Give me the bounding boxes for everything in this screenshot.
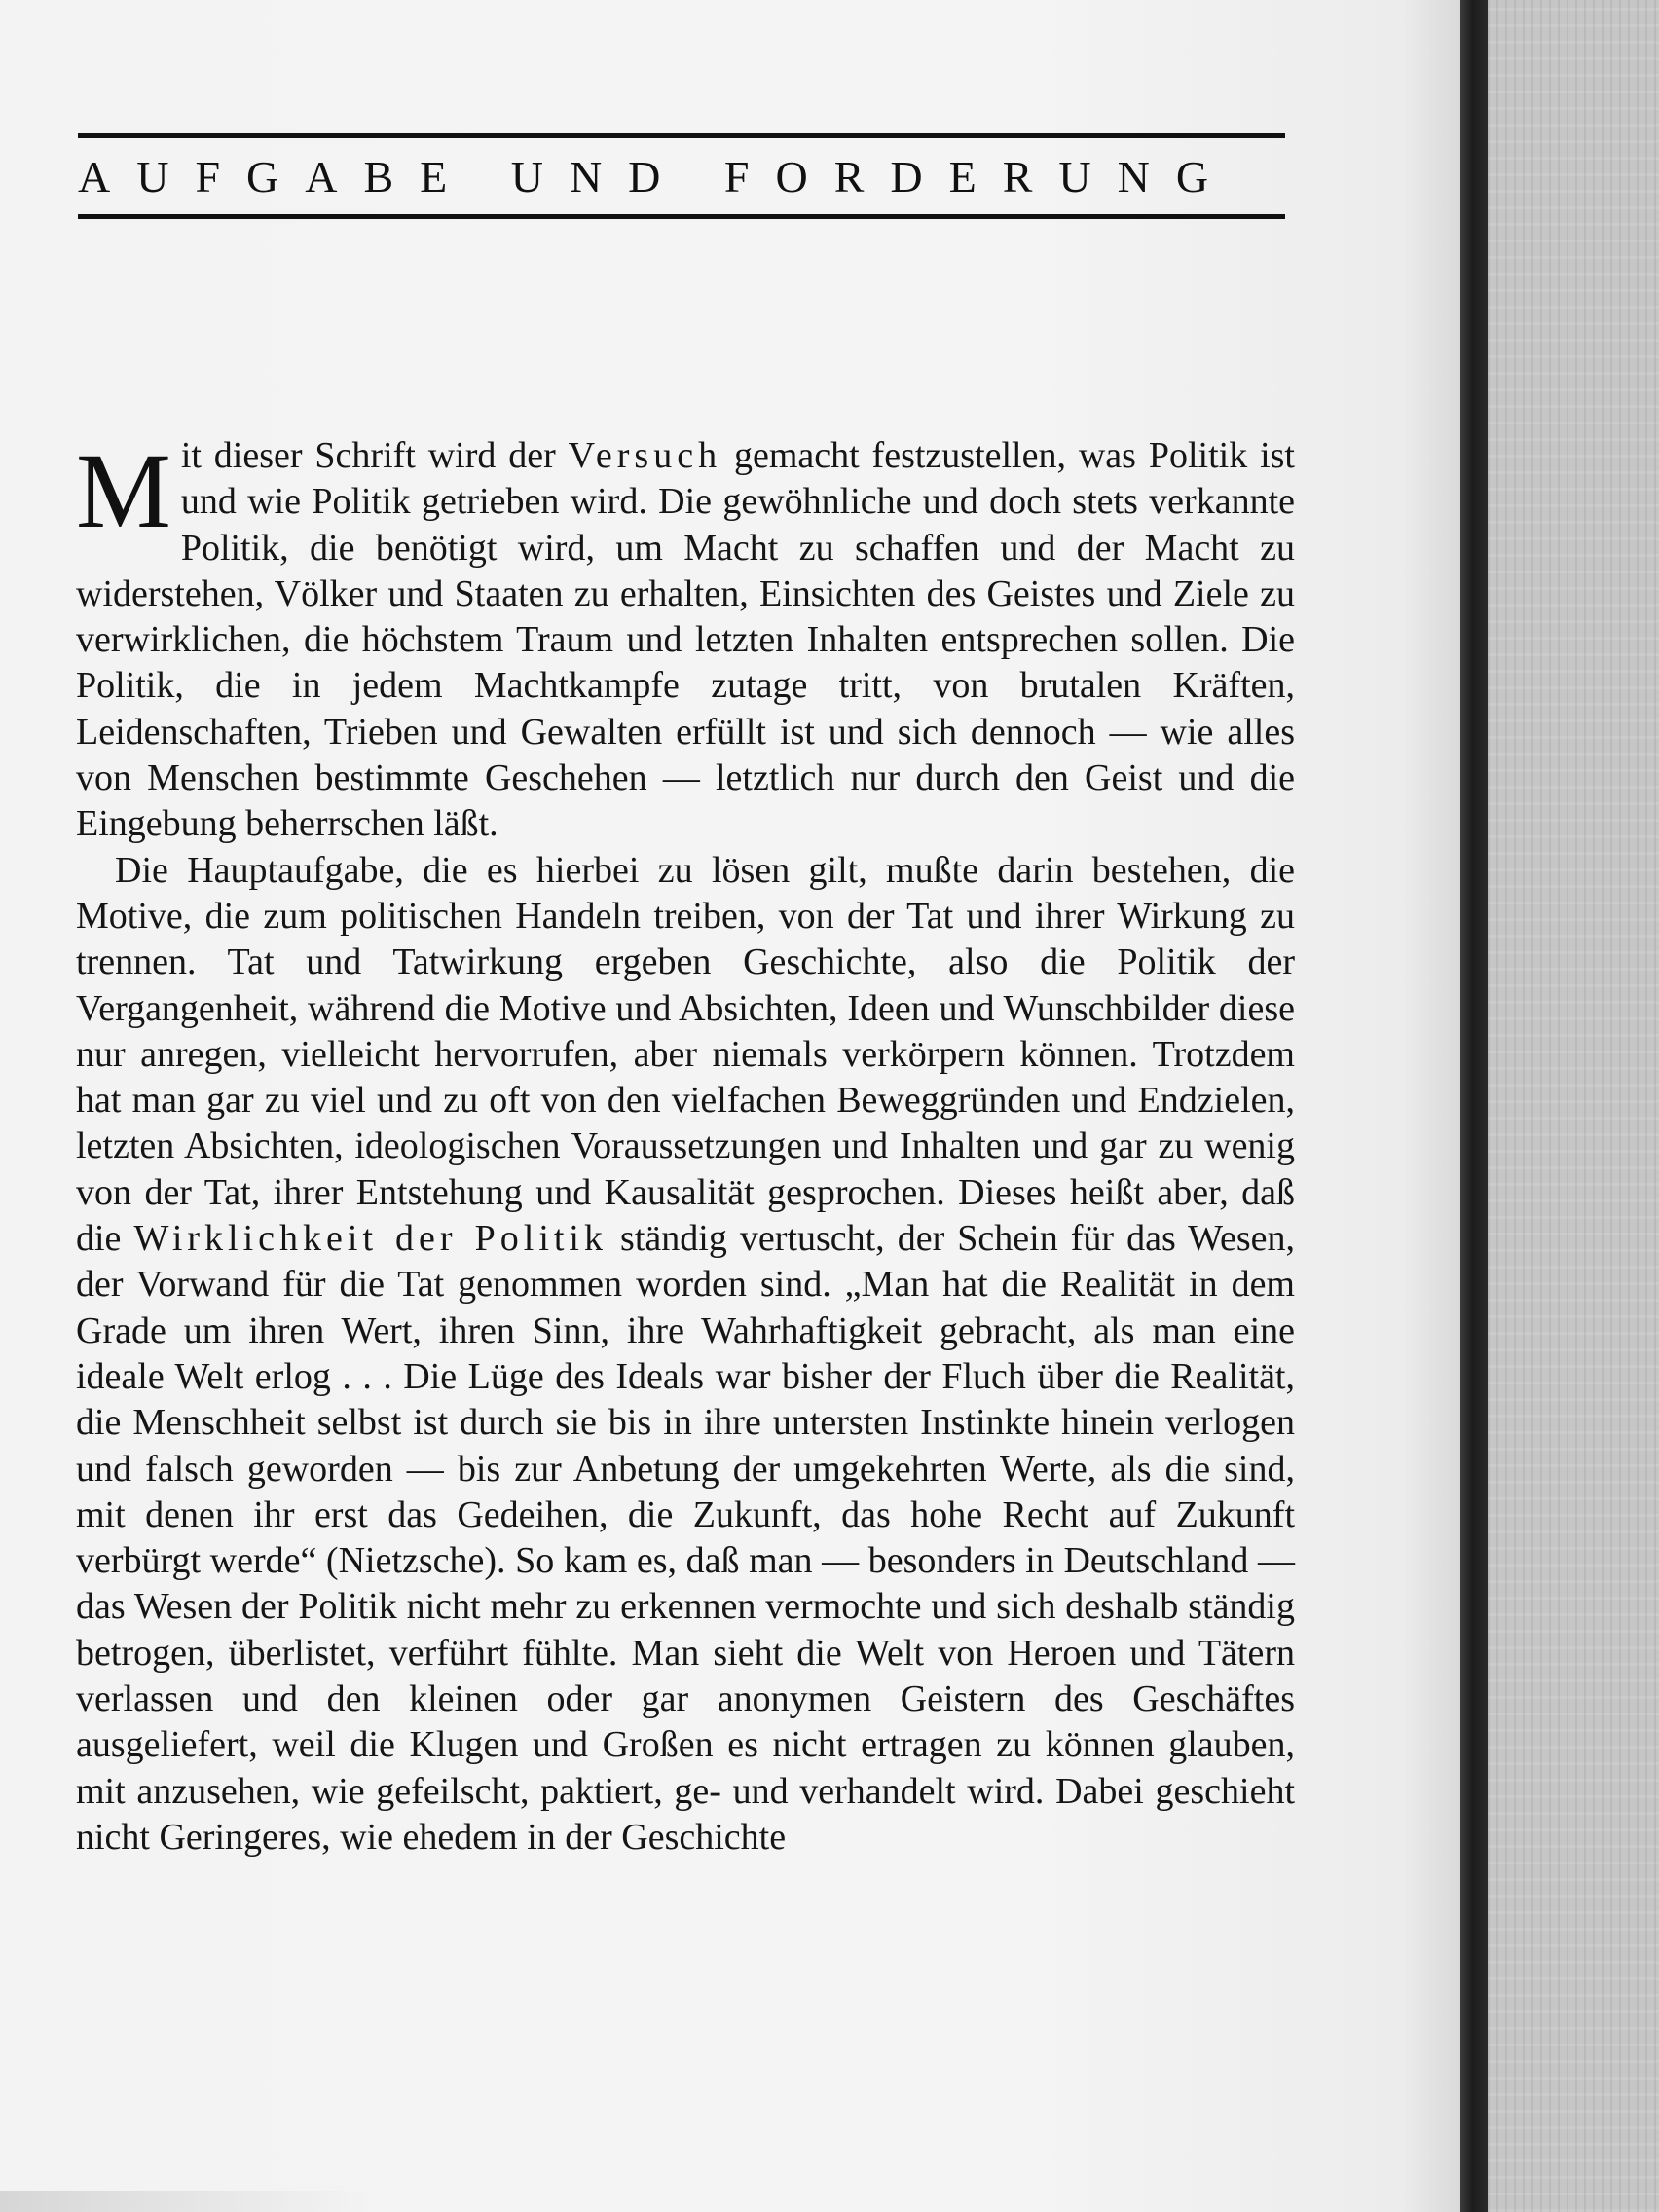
paragraph-2-text-a: Die Hauptaufgabe, die es hierbei zu lösen gilt, mußte darin bestehen, die Motive, die zum politischen Handeln treiben, von der Tat und ihrer Wirkung zu trennen. Tat und Tatwirkung ergeben Geschichte, also die Politik der Vergangenheit, während die Motive und Absichten, Ideen und Wunschbilder diese nur anregen, vielleicht hervorrufen, aber niemals verkörpern können. Trotzdem hat man gar zu viel und zu oft von den vielfachen Beweggründen und Endzielen, letzten Absichten, ideologischen Voraussetzungen und Inhalten und gar zu wenig von der Tat, ihrer Entstehung und Kausalität gesprochen. Dieses heißt aber, daß die — [76, 849, 1295, 1260]
drop-cap: M — [76, 431, 171, 550]
chapter-title: AUFGABE UND FORDERUNG — [78, 152, 1235, 202]
body-text — [76, 433, 1295, 1861]
paragraph-1-text-a: it dieser Schrift wird der — [180, 435, 569, 476]
title-rule-top — [78, 133, 1285, 138]
paragraph-1-spaced-word: Versuch — [568, 435, 722, 476]
paragraph-2-text-b: ständig vertuscht, der Schein für das Wesen, der Vorwand für die Tat genommen worden sind. „Man hat die Realität in dem Grade um ihren Wert, ihren Sinn, ihre Wahrhaftigkeit gebracht, als man eine ideale Welt erlog . . . Die Lüge des Ideals war bisher der Fluch über die Realität, die Menschheit selbst ist durch sie bis in ihre untersten Instinkte hinein verlogen und falsch geworden — bis zur Anbetung der umgekehrten Werte, als die sind, mit denen ihr erst das Gedeihen, die Zukunft, das hohe Recht auf Zukunft verbürgt werde“ (Nietzsche). So kam es, daß man — besonders in Deutschland — das Wesen der Politik nicht mehr zu erkennen vermochte und sich deshalb ständig betrogen, überlistet, verführt fühlte. Man sieht die Welt von Heroen und Tätern verlassen und den kleinen oder gar anonymen Geistern des Geschäftes ausgeliefert, weil die Klugen und Großen es nicht ertragen zu können glauben, mit anzusehen, wie gefeilscht, paktiert, ge- und verhandelt wird. Dabei geschieht nicht Geringeres, wie ehedem in der Geschichte — [76, 1218, 1295, 1858]
paragraph-1 — [76, 433, 1295, 848]
paragraph-1-text-b: gemacht festzustellen, was Politik ist und wie Politik getrieben wird. Die gewöhnliche und doch stets verkannte Politik, die benötigt wird, um Macht zu schaffen und der Macht zu widerstehen, Völker und Staaten zu erhalten, Einsichten des Geistes und Ziele zu verwirklichen, die höchstem Traum und letzten Inhalten entsprechen sollen. Die Politik, die in jedem Machtkampfe zutage tritt, von brutalen Kräften, Leidenschaften, Trieben und Gewalten erfüllt ist und sich dennoch — wie alles von Menschen bestimmte Geschehen — letztlich nur durch den Geist und die Eingebung beherrschen läßt. — [76, 435, 1295, 845]
book-binding-shadow — [1460, 0, 1488, 2212]
paragraph-2 — [76, 848, 1295, 1862]
book-cover-cloth — [1488, 0, 1659, 2212]
scan-watermark-strip — [0, 2191, 370, 2212]
paragraph-2-spaced-phrase: Wirklichkeit der Politik — [133, 1218, 608, 1260]
title-rule-bottom — [78, 214, 1285, 219]
